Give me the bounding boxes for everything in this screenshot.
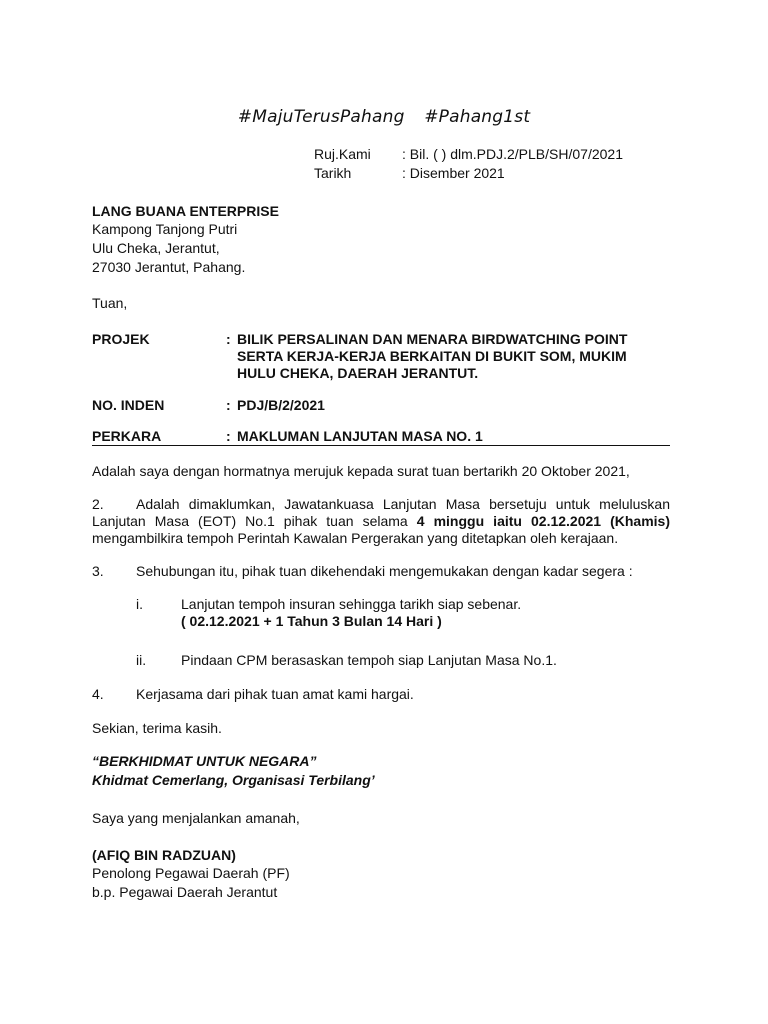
paragraph-2	[92, 496, 670, 547]
projek-line: SERTA KERJA-KERJA BERKAITAN DI BUKIT SOM, MUKIM	[237, 348, 627, 364]
motto-line-1: “BERKHIDMAT UNTUK NEGARA”	[92, 753, 317, 769]
paragraph-2-bold: 4 minggu iaitu 02.12.2021 (Khamis)	[416, 513, 671, 529]
ruj-kami-value: : Bil. ( ) dlm.PDJ.2/PLB/SH/07/2021	[402, 146, 623, 162]
perkara-underline	[92, 445, 670, 446]
recipient-address-line: 27030 Jerantut, Pahang.	[92, 259, 246, 275]
projek-colon: :	[226, 331, 231, 347]
tarikh-label: Tarikh	[314, 165, 352, 181]
salutation: Tuan,	[92, 295, 128, 311]
item-2-text: Pindaan CPM berasaskan tempoh siap Lanjutan Masa No.1.	[181, 652, 557, 668]
closing: Sekian, terima kasih.	[92, 720, 222, 736]
projek-line: BILIK PERSALINAN DAN MENARA BIRDWATCHING POINT	[237, 331, 628, 347]
perkara-colon: :	[226, 428, 231, 444]
inden-value: PDJ/B/2/2021	[237, 397, 325, 413]
item-1-bold: ( 02.12.2021 + 1 Tahun 3 Bulan 14 Hari )	[181, 613, 442, 629]
perkara-label: PERKARA	[92, 428, 162, 444]
signatory-name: (AFIQ BIN RADZUAN)	[92, 847, 236, 863]
tarikh-value: : Disember 2021	[402, 165, 505, 181]
hashtag-maju-terus-pahang: #MajuTerusPahang	[237, 107, 405, 127]
ruj-kami-label: Ruj.Kami	[314, 146, 371, 162]
recipient-address-line: Ulu Cheka, Jerantut,	[92, 240, 220, 256]
item-1-number: i.	[136, 596, 143, 612]
projek-line: HULU CHEKA, DAERAH JERANTUT.	[237, 365, 479, 381]
projek-label: PROJEK	[92, 331, 150, 347]
item-2-number: ii.	[136, 652, 147, 668]
paragraph-4-text: Kerjasama dari pihak tuan amat kami hargai.	[136, 686, 414, 702]
hashtag-pahang-1st: #Pahang1st	[424, 107, 531, 127]
intro-paragraph: Adalah saya dengan hormatnya merujuk kepada surat tuan bertarikh 20 Oktober 2021,	[92, 463, 630, 479]
inden-colon: :	[226, 397, 231, 413]
hashtag-header	[0, 107, 768, 127]
paragraph-2-text-end: mengambilkira tempoh Perintah Kawalan Pergerakan yang ditetapkan oleh kerajaan.	[92, 530, 619, 546]
signature-intro: Saya yang menjalankan amanah,	[92, 810, 300, 826]
paragraph-4-number: 4.	[92, 686, 104, 702]
paragraph-3-number: 3.	[92, 563, 104, 579]
paragraph-2-text: Adalah dimaklumkan, Jawatankuasa Lanjutan Masa bersetuju untuk meluluskan Lanjutan Masa (EOT) No.1 pihak tuan selama	[92, 496, 670, 529]
recipient-name: LANG BUANA ENTERPRISE	[92, 203, 279, 219]
signatory-title: b.p. Pegawai Daerah Jerantut	[92, 884, 278, 900]
paragraph-2-number: 2.	[92, 496, 104, 512]
inden-label: NO. INDEN	[92, 397, 165, 413]
motto-line-2: Khidmat Cemerlang, Organisasi Terbilang’	[92, 772, 375, 788]
perkara-value: MAKLUMAN LANJUTAN MASA NO. 1	[237, 428, 483, 444]
recipient-address-line: Kampong Tanjong Putri	[92, 221, 238, 237]
item-1-text: Lanjutan tempoh insuran sehingga tarikh siap sebenar.	[181, 596, 522, 612]
paragraph-3-text: Sehubungan itu, pihak tuan dikehendaki mengemukakan dengan kadar segera :	[136, 563, 633, 579]
signatory-title: Penolong Pegawai Daerah (PF)	[92, 865, 290, 881]
